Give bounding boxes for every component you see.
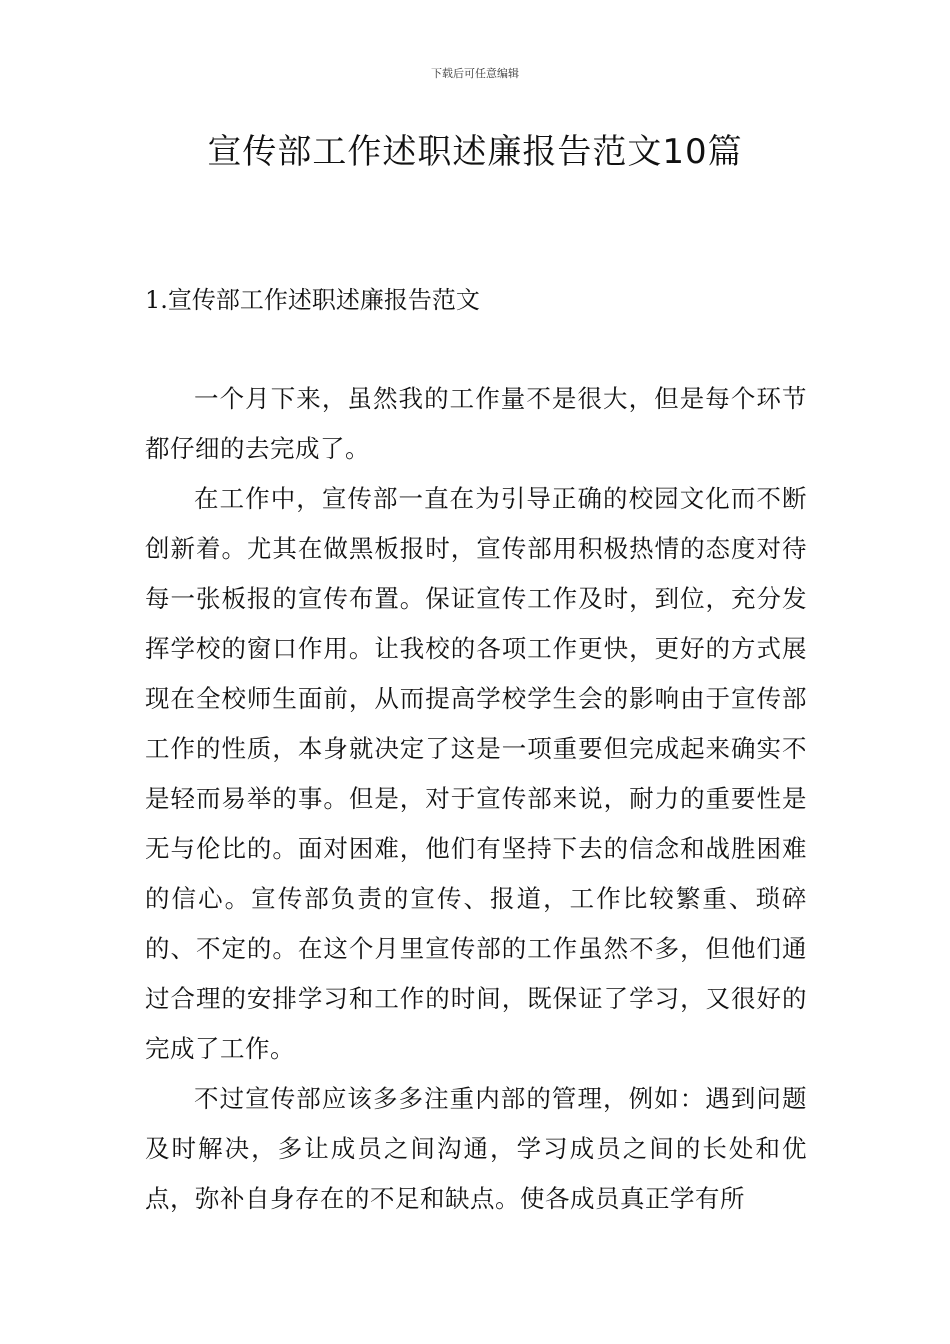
section-heading: 1.宣传部工作述职述廉报告范文	[145, 286, 480, 314]
document-title: 宣传部工作述职述廉报告范文10篇	[207, 132, 743, 172]
document-body	[145, 374, 807, 1224]
paragraph-1: 一个月下来，虽然我的工作量不是很大，但是每个环节都仔细的去完成了。	[145, 384, 807, 463]
paragraph-3: 不过宣传部应该多多注重内部的管理，例如：遇到问题及时解决，多让成员之间沟通，学习成员之间的长处和优点，弥补自身存在的不足和缺点。使各成员真正学有所	[145, 1084, 807, 1213]
paragraph-2: 在工作中，宣传部一直在为引导正确的校园文化而不断创新着。尤其在做黑板报时，宣传部用积极热情的态度对待每一张板报的宣传布置。保证宣传工作及时，到位，充分发挥学校的窗口作用。让我校的各项工作更快，更好的方式展现在全校师生面前，从而提高学校学生会的影响由于宣传部工作的性质，本身就决定了这是一项重要但完成起来确实不是轻而易举的事。但是，对于宣传部来说，耐力的重要性是无与伦比的。面对困难，他们有坚持下去的信念和战胜困难的信心。宣传部负责的宣传、报道，工作比较繁重、琐碎的、不定的。在这个月里宣传部的工作虽然不多，但他们通过合理的安排学习和工作的时间，既保证了学习，又很好的完成了工作。	[145, 484, 807, 1063]
page-header-note: 下载后可任意编辑	[431, 67, 519, 80]
